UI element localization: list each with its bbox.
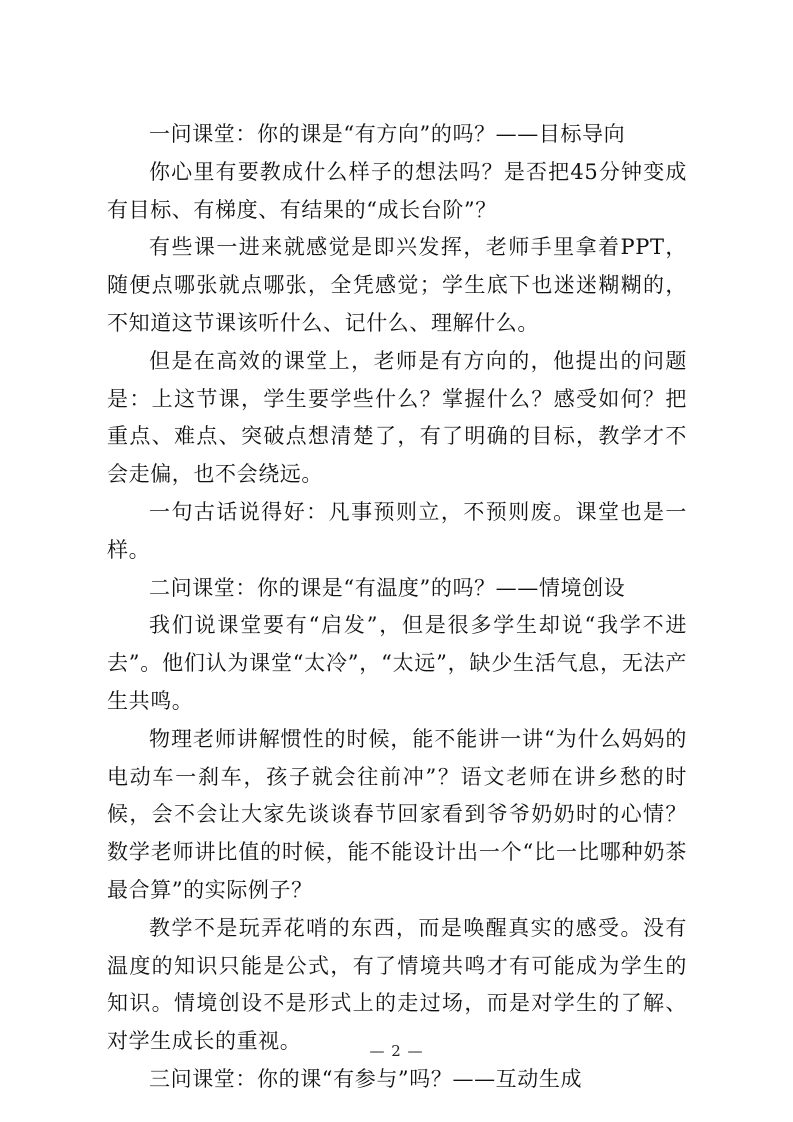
section-heading-1: 一问课堂：你的课是“有方向”的吗？——目标导向 [149,122,626,146]
paragraph: 你心里有要教成什么样子的想法吗？是否把45分钟变成有目标、有梯度、有结果的“成长台阶”？ [107,159,687,222]
paragraph: 我们说课堂要有“启发”，但是很多学生却说“我学不进去”。他们认为课堂“太冷”，“太远”，缺少生活气息，无法产生共鸣。 [107,613,687,713]
paragraph: 教学不是玩弄花哨的东西，而是唤醒真实的感受。没有温度的知识只能是公式，有了情境共鸣才有可能成为学生的知识。情境创设不是形式上的走过场，而是对学生的了解、对学生成长的重视。 [107,915,687,1054]
paragraph: 一句古话说得好：凡事预则立，不预则废。课堂也是一样。 [107,499,687,562]
paragraph: 但是在高效的课堂上，老师是有方向的，他提出的问题是：上这节课，学生要学些什么？掌握什么？感受如何？把重点、难点、突破点想清楚了，有了明确的目标，教学才不会走偏，也不会绕远。 [107,348,687,487]
document-body [107,116,687,1099]
section-heading-2: 二问课堂：你的课是“有温度”的吗？——情境创设 [149,575,626,600]
paragraph: 有些课一进来就感觉是即兴发挥，老师手里拿着PPT，随便点哪张就点哪张，全凭感觉；学生底下也迷迷糊糊的，不知道这节课该听什么、记什么、理解什么。 [107,235,687,335]
section-heading-3: 三问课堂：你的课“有参与”吗？——互动生成 [149,1066,583,1091]
paragraph: 物理老师讲解惯性的时候，能不能讲一讲“为什么妈妈的电动车一刹车，孩子就会往前冲”？语文老师在讲乡愁的时候，会不会让大家先谈谈春节回家看到爷爷奶奶时的心情？数学老师讲比值的时候，能不能设计出一个“比一比哪种奶茶最合算”的实际例子？ [107,726,687,902]
page-number: — 2 — [369,1042,424,1060]
